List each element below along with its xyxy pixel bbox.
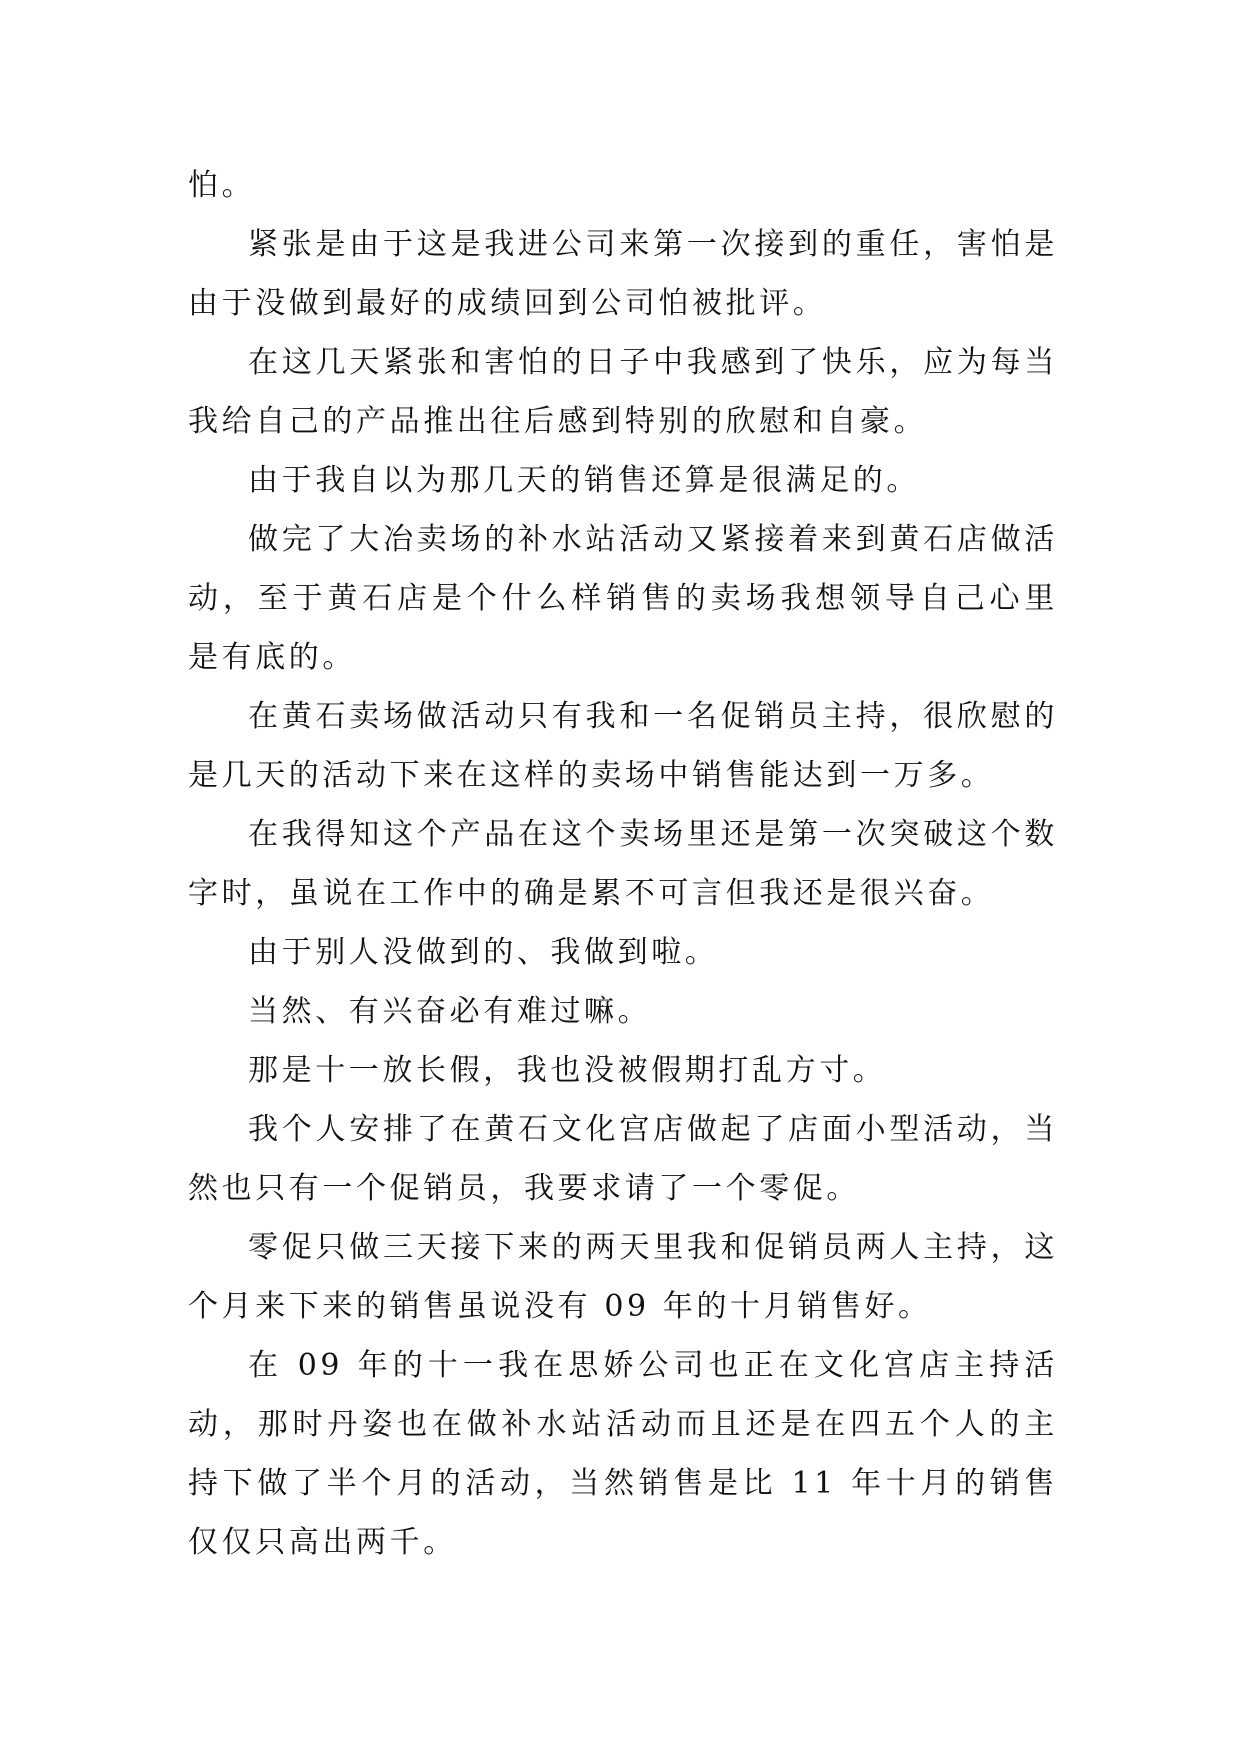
paragraph-6: 在黄石卖场做活动只有我和一名促销员主持，很欣慰的是几天的活动下来在这样的卖场中销售能达到一万多。 — [188, 699, 1058, 793]
paragraph-3: 在这几天紧张和害怕的日子中我感到了快乐，应为每当我给自己的产品推出往后感到特别的欣慰和自豪。 — [188, 345, 1058, 439]
paragraph-8: 由于别人没做到的、我做到啦。 — [248, 935, 719, 970]
paragraph-10: 那是十一放长假，我也没被假期打乱方寸。 — [248, 1053, 887, 1088]
paragraph-2: 紧张是由于这是我进公司来第一次接到的重任，害怕是由于没做到最好的成绩回到公司怕被批评。 — [188, 227, 1058, 321]
paragraph-5: 做完了大冶卖场的补水站活动又紧接着来到黄石店做活动，至于黄石店是个什么样销售的卖场我想领导自己心里是有底的。 — [188, 522, 1058, 675]
paragraph-11: 我个人安排了在黄石文化宫店做起了店面小型活动，当然也只有一个促销员，我要求请了一个零促。 — [188, 1112, 1058, 1206]
paragraph-1: 怕。 — [188, 168, 256, 203]
paragraph-7: 在我得知这个产品在这个卖场里还是第一次突破这个数字时，虽说在工作中的确是累不可言但我还是很兴奋。 — [188, 817, 1058, 911]
paragraph-13: 在 09 年的十一我在思娇公司也正在文化宫店主持活动，那时丹姿也在做补水站活动而且还是在四五个人的主持下做了半个月的活动，当然销售是比 11 年十月的销售仅仅只高出两千。 — [188, 1348, 1058, 1560]
paragraph-4: 由于我自以为那几天的销售还算是很满足的。 — [248, 463, 920, 498]
document-body — [188, 156, 1058, 1572]
paragraph-12: 零促只做三天接下来的两天里我和促销员两人主持，这个月来下来的销售虽说没有 09 年的十月销售好。 — [188, 1230, 1058, 1324]
paragraph-9: 当然、有兴奋必有难过嘛。 — [248, 994, 652, 1029]
